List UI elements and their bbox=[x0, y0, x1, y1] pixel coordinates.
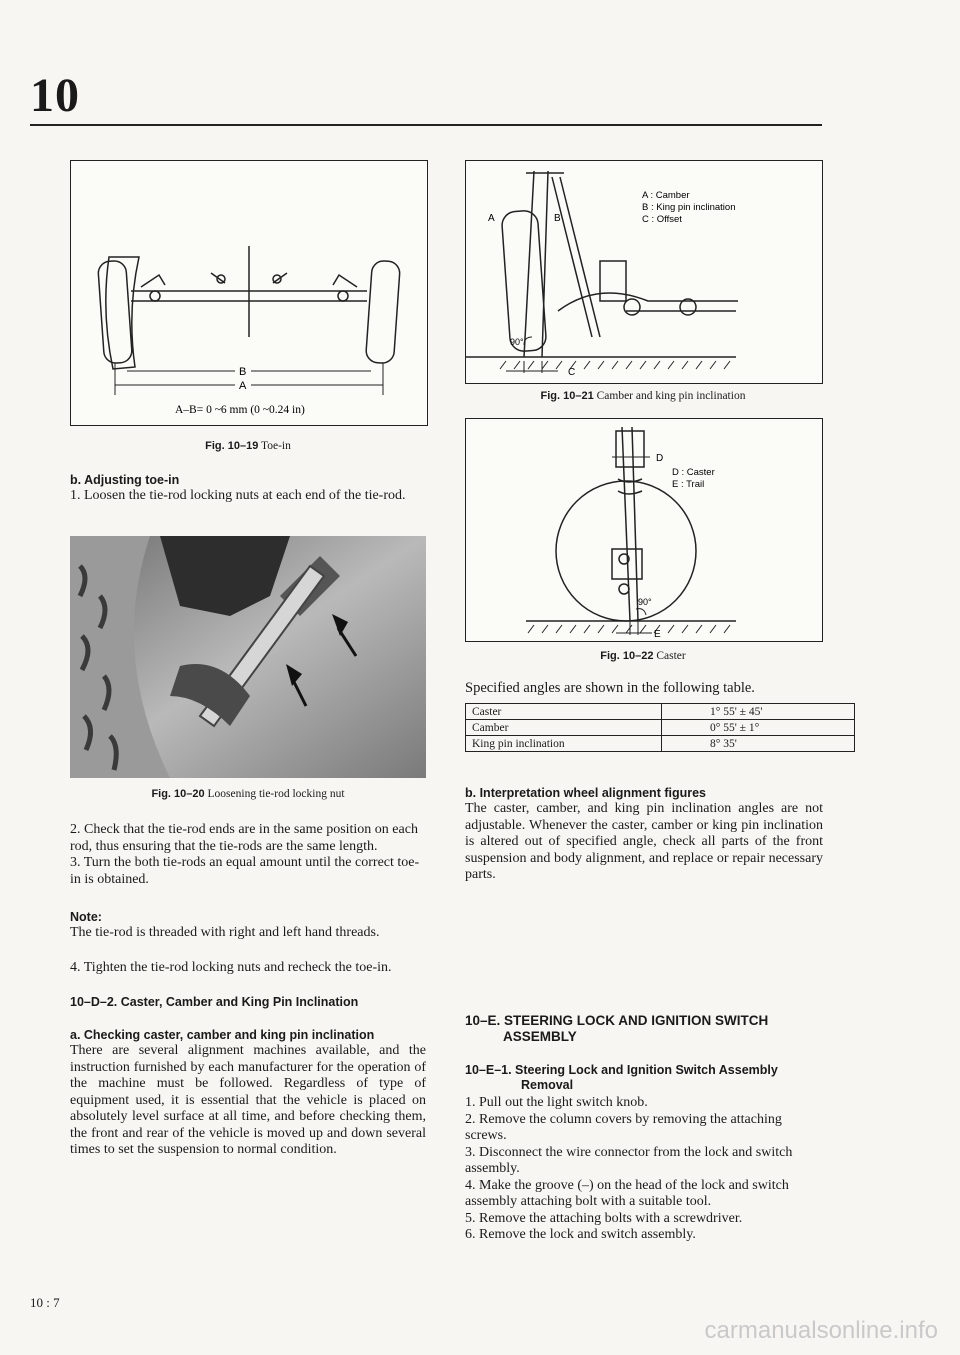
heading-checking-caster: a. Checking caster, camber and king pin inclination bbox=[70, 1028, 375, 1042]
left-column-top bbox=[70, 473, 426, 511]
dim-label-b: B bbox=[239, 366, 247, 378]
removal-step: 3. Disconnect the wire connector from the lock and switch assembly. bbox=[465, 1144, 793, 1176]
caption-number: Fig. 10–20 bbox=[151, 788, 205, 800]
camber-diagram bbox=[466, 161, 822, 383]
spec-value: 8° 35' bbox=[662, 736, 855, 752]
caster-diagram bbox=[466, 419, 822, 641]
header-rule bbox=[30, 124, 822, 126]
legend-caster: D : Caster bbox=[672, 467, 715, 478]
label-90deg: 90° bbox=[638, 597, 652, 607]
table-row bbox=[466, 736, 855, 752]
spec-value: 1° 55' ± 45' bbox=[662, 704, 855, 720]
note-text: The tie-rod is threaded with right and left hand threads. bbox=[70, 925, 380, 940]
step-1: 1. Loosen the tie-rod locking nuts at each end of the tie-rod. bbox=[70, 488, 406, 503]
caption-text: Camber and king pin inclination bbox=[596, 390, 746, 402]
spec-name: Caster bbox=[466, 704, 662, 720]
caption-fig-10-22 bbox=[465, 650, 821, 662]
table-row bbox=[466, 720, 855, 736]
photo-loosening-tie-rod bbox=[70, 536, 426, 778]
toe-in-formula: A–B= 0 ~6 mm (0 ~0.24 in) bbox=[175, 404, 305, 416]
removal-step: 5. Remove the attaching bolts with a screwdriver. bbox=[465, 1210, 743, 1226]
legend-king-pin: B : King pin inclination bbox=[642, 202, 736, 213]
label-90deg: 90° bbox=[510, 337, 524, 347]
legend-trail: E : Trail bbox=[672, 479, 705, 490]
left-column-bottom bbox=[70, 822, 426, 1165]
alignment-paragraph: There are several alignment machines available, and the instruction furnished by each manufacturer for the operation of the machine must be followed. Regardless of type of equipment used, it is essential that the vehicle is placed on absolutely level surface at all time, and before checking them, the front and rear of the vehicle is moved up and down several times to set the suspension to normal condition. bbox=[70, 1043, 426, 1157]
legend-offset: C : Offset bbox=[642, 214, 682, 225]
caption-number: Fig. 10–21 bbox=[540, 390, 594, 402]
section-e-block bbox=[465, 1013, 823, 1244]
section-10-e-1: 10–E–1. Steering Lock and Ignition Switch Assembly Removal bbox=[465, 1063, 778, 1092]
page-number: 10 : 7 bbox=[30, 1295, 60, 1310]
section-10-e: 10–E. STEERING LOCK AND IGNITION SWITCH ASSEMBLY bbox=[465, 1013, 769, 1044]
caption-text: Loosening tie-rod locking nut bbox=[207, 788, 345, 800]
step-2: 2. Check that the tie-rod ends are in the same position on each rod, thus ensuring that the tie-rods are the same length. bbox=[70, 822, 418, 854]
removal-step: 1. Pull out the light switch knob. bbox=[465, 1095, 648, 1110]
spec-table bbox=[465, 703, 855, 752]
heading-interpretation: b. Interpretation wheel alignment figures bbox=[465, 786, 707, 800]
label-a: A bbox=[488, 213, 495, 224]
spec-value: 0° 55' ± 1° bbox=[662, 720, 855, 736]
removal-step: 6. Remove the lock and switch assembly. bbox=[465, 1227, 696, 1242]
caption-number: Fig. 10–22 bbox=[600, 650, 654, 662]
figure-caster bbox=[465, 418, 823, 642]
toe-in-diagram bbox=[71, 161, 427, 425]
chapter-number: 10 bbox=[30, 69, 80, 122]
step-3: 3. Turn the both tie-rods an equal amount until the correct toe-in is obtained. bbox=[70, 855, 420, 887]
label-b: B bbox=[554, 213, 561, 224]
spec-name: King pin inclination bbox=[466, 736, 662, 752]
interpretation-text: The caster, camber, and king pin inclination angles are not adjustable. Whenever the caster, camber or king pin inclination is altered out of specified angle, check all parts of the front suspension and body alignment, and replace or repair necessary parts. bbox=[465, 801, 823, 882]
photo-illustration bbox=[70, 536, 426, 778]
heading-adjusting-toe-in: b. Adjusting toe-in bbox=[70, 473, 180, 487]
spec-name: Camber bbox=[466, 720, 662, 736]
label-d: D bbox=[656, 453, 664, 464]
interpretation-block bbox=[465, 786, 823, 890]
caption-fig-10-21 bbox=[465, 390, 821, 402]
caption-number: Fig. 10–19 bbox=[205, 440, 259, 452]
removal-step: 2. Remove the column covers by removing the attaching screws. bbox=[465, 1111, 782, 1143]
caption-fig-10-19 bbox=[70, 440, 426, 452]
step-4: 4. Tighten the tie-rod locking nuts and recheck the toe-in. bbox=[70, 959, 392, 975]
legend-camber: A : Camber bbox=[642, 190, 690, 201]
note-title: Note: bbox=[70, 910, 102, 924]
caption-fig-10-20 bbox=[70, 788, 426, 800]
table-row bbox=[466, 704, 855, 720]
label-c: C bbox=[568, 367, 576, 378]
caption-text: Toe-in bbox=[261, 440, 291, 452]
figure-camber bbox=[465, 160, 823, 384]
dim-label-a: A bbox=[239, 380, 247, 392]
label-e: E bbox=[654, 629, 661, 640]
caption-text: Caster bbox=[656, 650, 686, 662]
spec-intro: Specified angles are shown in the following table. bbox=[465, 680, 755, 696]
watermark: carmanualsonline.info bbox=[704, 1317, 938, 1344]
section-10-d-2: 10–D–2. Caster, Camber and King Pin Inclination bbox=[70, 995, 359, 1009]
figure-toe-in bbox=[70, 160, 428, 426]
removal-step: 4. Make the groove (–) on the head of the lock and switch assembly attaching bolt with a suitable tool. bbox=[465, 1177, 789, 1209]
